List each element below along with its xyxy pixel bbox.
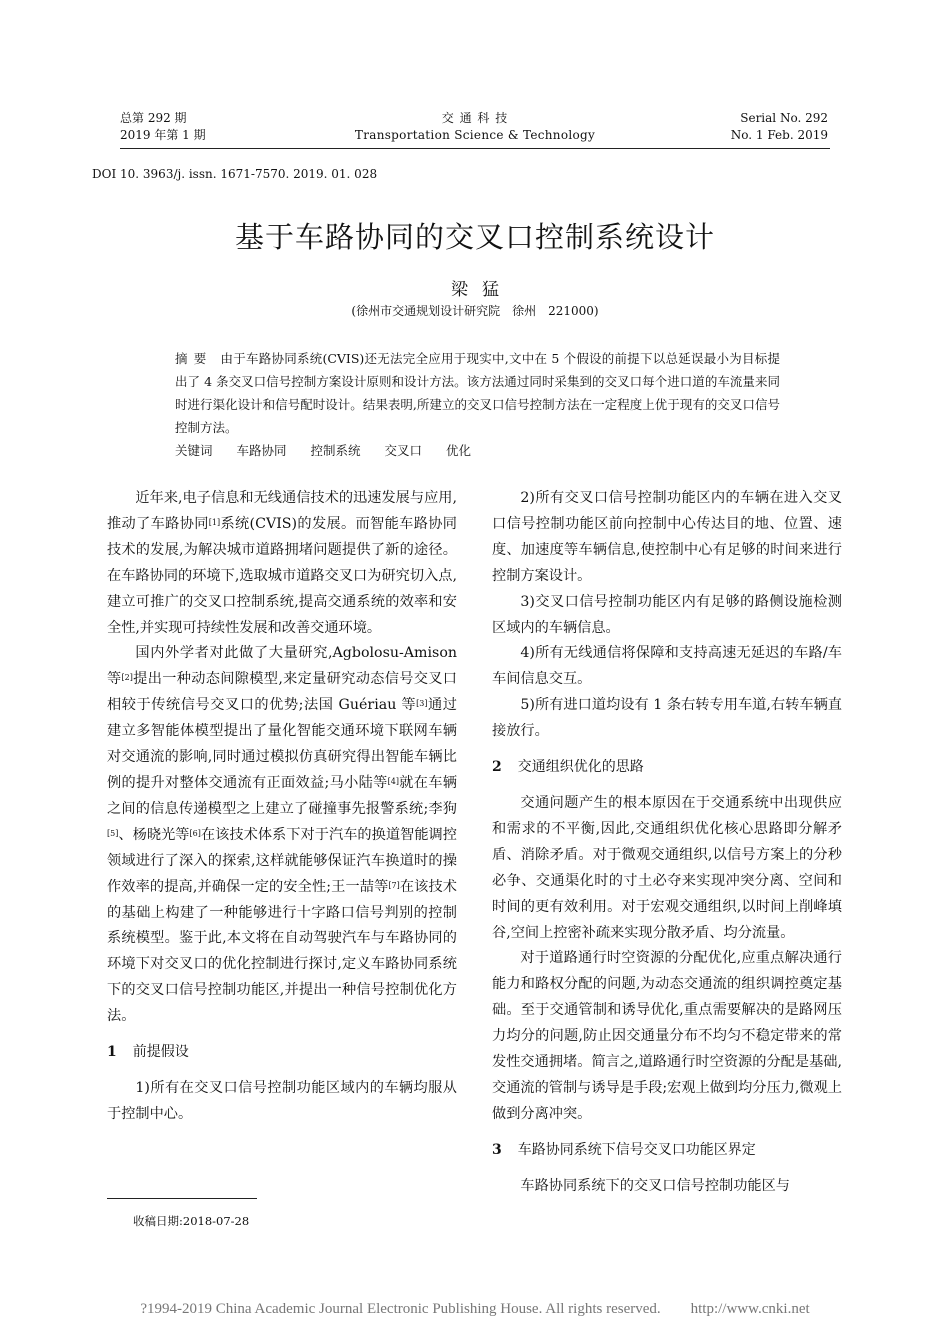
citation-link[interactable]: [3] [416,699,428,709]
journal-issue-right [731,110,828,144]
keyword: 控制系统 [310,443,361,458]
keyword: 交叉口 [384,443,423,458]
paper-title: 基于车路协同的交叉口控制系统设计 [234,220,715,254]
citation-link[interactable]: [6] [189,828,201,838]
citation-link[interactable]: [5] [107,828,119,838]
assumption-5: 5)所有进口道均设有 1 条右转专用车道,右转车辆直接放行。 [492,697,842,740]
citation-link[interactable]: [7] [388,880,400,890]
issue-total: 总第 292 期 [120,111,187,125]
citation-link[interactable]: [2] [121,673,133,683]
received-date: 收稿日期:2018-07-28 [133,1214,250,1228]
doi: DOI 10. 3963/j. issn. 1671-7570. 2019. 01. 028 [92,167,378,181]
keyword: 车路协同 [236,443,287,458]
left-column [107,486,457,1128]
journal-name-en: Transportation Science & Technology [354,128,596,142]
abstract [175,347,780,439]
section-heading-2: 2 交通组织优化的思路 [492,759,644,776]
section-heading-3: 3 车路协同系统下信号交叉口功能区界定 [492,1141,756,1158]
issue-year: 2019 年第 1 期 [120,128,206,142]
issue-date: No. 1 Feb. 2019 [730,128,828,142]
footnote-rule [107,1198,257,1199]
keyword: 优化 [446,443,472,458]
right-column [492,486,842,1200]
paragraph-intro: 近年来,电子信息和无线通信技术的迅速发展与应用,推动了车路协同[1]系统(CVIS)的发展。而智能车路协同技术的发展,为解决城市道路拥堵问题提供了新的途径。在车路协同的环境下,选取城市道路交叉口为研究切入点,建立可推广的交叉口控制系统,提高交通系统的效率和安全性,并实现可持续性发展和改善交通环境。 [107,490,457,636]
citation-link[interactable]: [4] [387,776,399,786]
paragraph-section2-b: 对于道路通行时空资源的分配优化,应重点解决通行能力和路权分配的问题,为动态交通流的组织调控奠定基础。至于交通管制和诱导优化,重点需要解决的是路网压力均分的问题,防止因交通量分布不均匀不稳定带来的常发性交通拥堵。简言之,道路通行时空资源的分配是基础,交通流的管制与诱导是手段;宏观上做到均分压力,微观上做到分离冲突。 [492,950,842,1122]
paragraph-section2-a: 交通问题产生的根本原因在于交通系统中出现供应和需求的不平衡,因此,交通组织优化核心思路即分解矛盾、消除矛盾。对于微观交通组织,以信号方案上的分秒必争、交通渠化时的寸土必夺来实现冲突分离、空间和时间的更有效利用。对于宏观交通组织,以时间上削峰填谷,空间上控密补疏来实现分散矛盾、均分流量。 [492,794,842,941]
assumption-3: 3)交叉口信号控制功能区内有足够的路侧设施检测区域内的车辆信息。 [492,593,842,636]
copyright-notice: ?1994-2019 China Academic Journal Electronic Publishing House. All rights reserved. http://www.cnki.net [140,1301,810,1317]
affiliation: (徐州市交通规划设计研究院 徐州 221000) [351,304,599,318]
abstract-label: 摘要 [175,351,213,366]
assumption-2: 2)所有交叉口信号控制功能区内的车辆在进入交叉口信号控制功能区前向控制中心传达目的地、位置、速度、加速度等车辆信息,使控制中心有足够的时间来进行控制方案设计。 [492,490,842,584]
assumption-4: 4)所有无线通信将保障和支持高速无延迟的车路/车车间信息交互。 [492,645,842,688]
abstract-text: 由于车路协同系统(CVIS)还无法完全应用于现实中,文中在 5 个假设的前提下以总延误最小为目标提出了 4 条交叉口信号控制方案设计原则和设计方法。该方法通过同时采集到的交叉口每个进口道的车流量来同时进行渠化设计和信号配时设计。结果表明,所建立的交叉口信号控制方法在一定程度上优于现有的交叉口信号控制方法。 [175,351,780,435]
paragraph-section3: 车路协同系统下的交叉口信号控制功能区与 [520,1177,790,1194]
citation-link[interactable]: [1] [208,517,221,527]
section-heading-1: 1 前提假设 [107,1044,189,1061]
author: 梁猛 [451,280,513,300]
journal-name-cn: 交 通 科 技 [441,111,509,125]
keywords-label: 关键词 [175,443,213,458]
serial-no: Serial No. 292 [740,111,828,125]
paragraph-literature: 国内外学者对此做了大量研究,Agbolosu-Amison 等[2]提出一种动态间隙模型,来定量研究动态信号交叉口相较于传统信号交叉口的优势;法国 Guériau 等[3]通过建立多智能体模型提出了量化智能交通环境下联网车辆对交通流的影响,同时通过模拟仿真研究得出智能车辆比例的提升对整体交通流有正面效益;马小陆等[4]就在车辆之间的信息传递模型之上建立了碰撞事先报警系统;李狗[5]、杨晓光等[6]在该技术体系下对于汽车的换道智能调控领域进行了深入的探索,这样就能够保证汽车换道时的操作效率的提高,并确保一定的安全性;王一喆等[7]在该技术的基础上构建了一种能够进行十字路口信号判别的控制系统模型。鉴于此,本文将在自动驾驶汽车与车路协同的环境下对交叉口的优化控制进行探讨,定义车路协同系统下的交叉口信号控制功能区,并提出一种信号控制优化方法。 [107,645,457,1025]
header-rule [120,148,830,149]
keywords [175,439,491,462]
assumption-1: 1)所有在交叉口信号控制功能区域内的车辆均服从于控制中心。 [107,1079,457,1122]
